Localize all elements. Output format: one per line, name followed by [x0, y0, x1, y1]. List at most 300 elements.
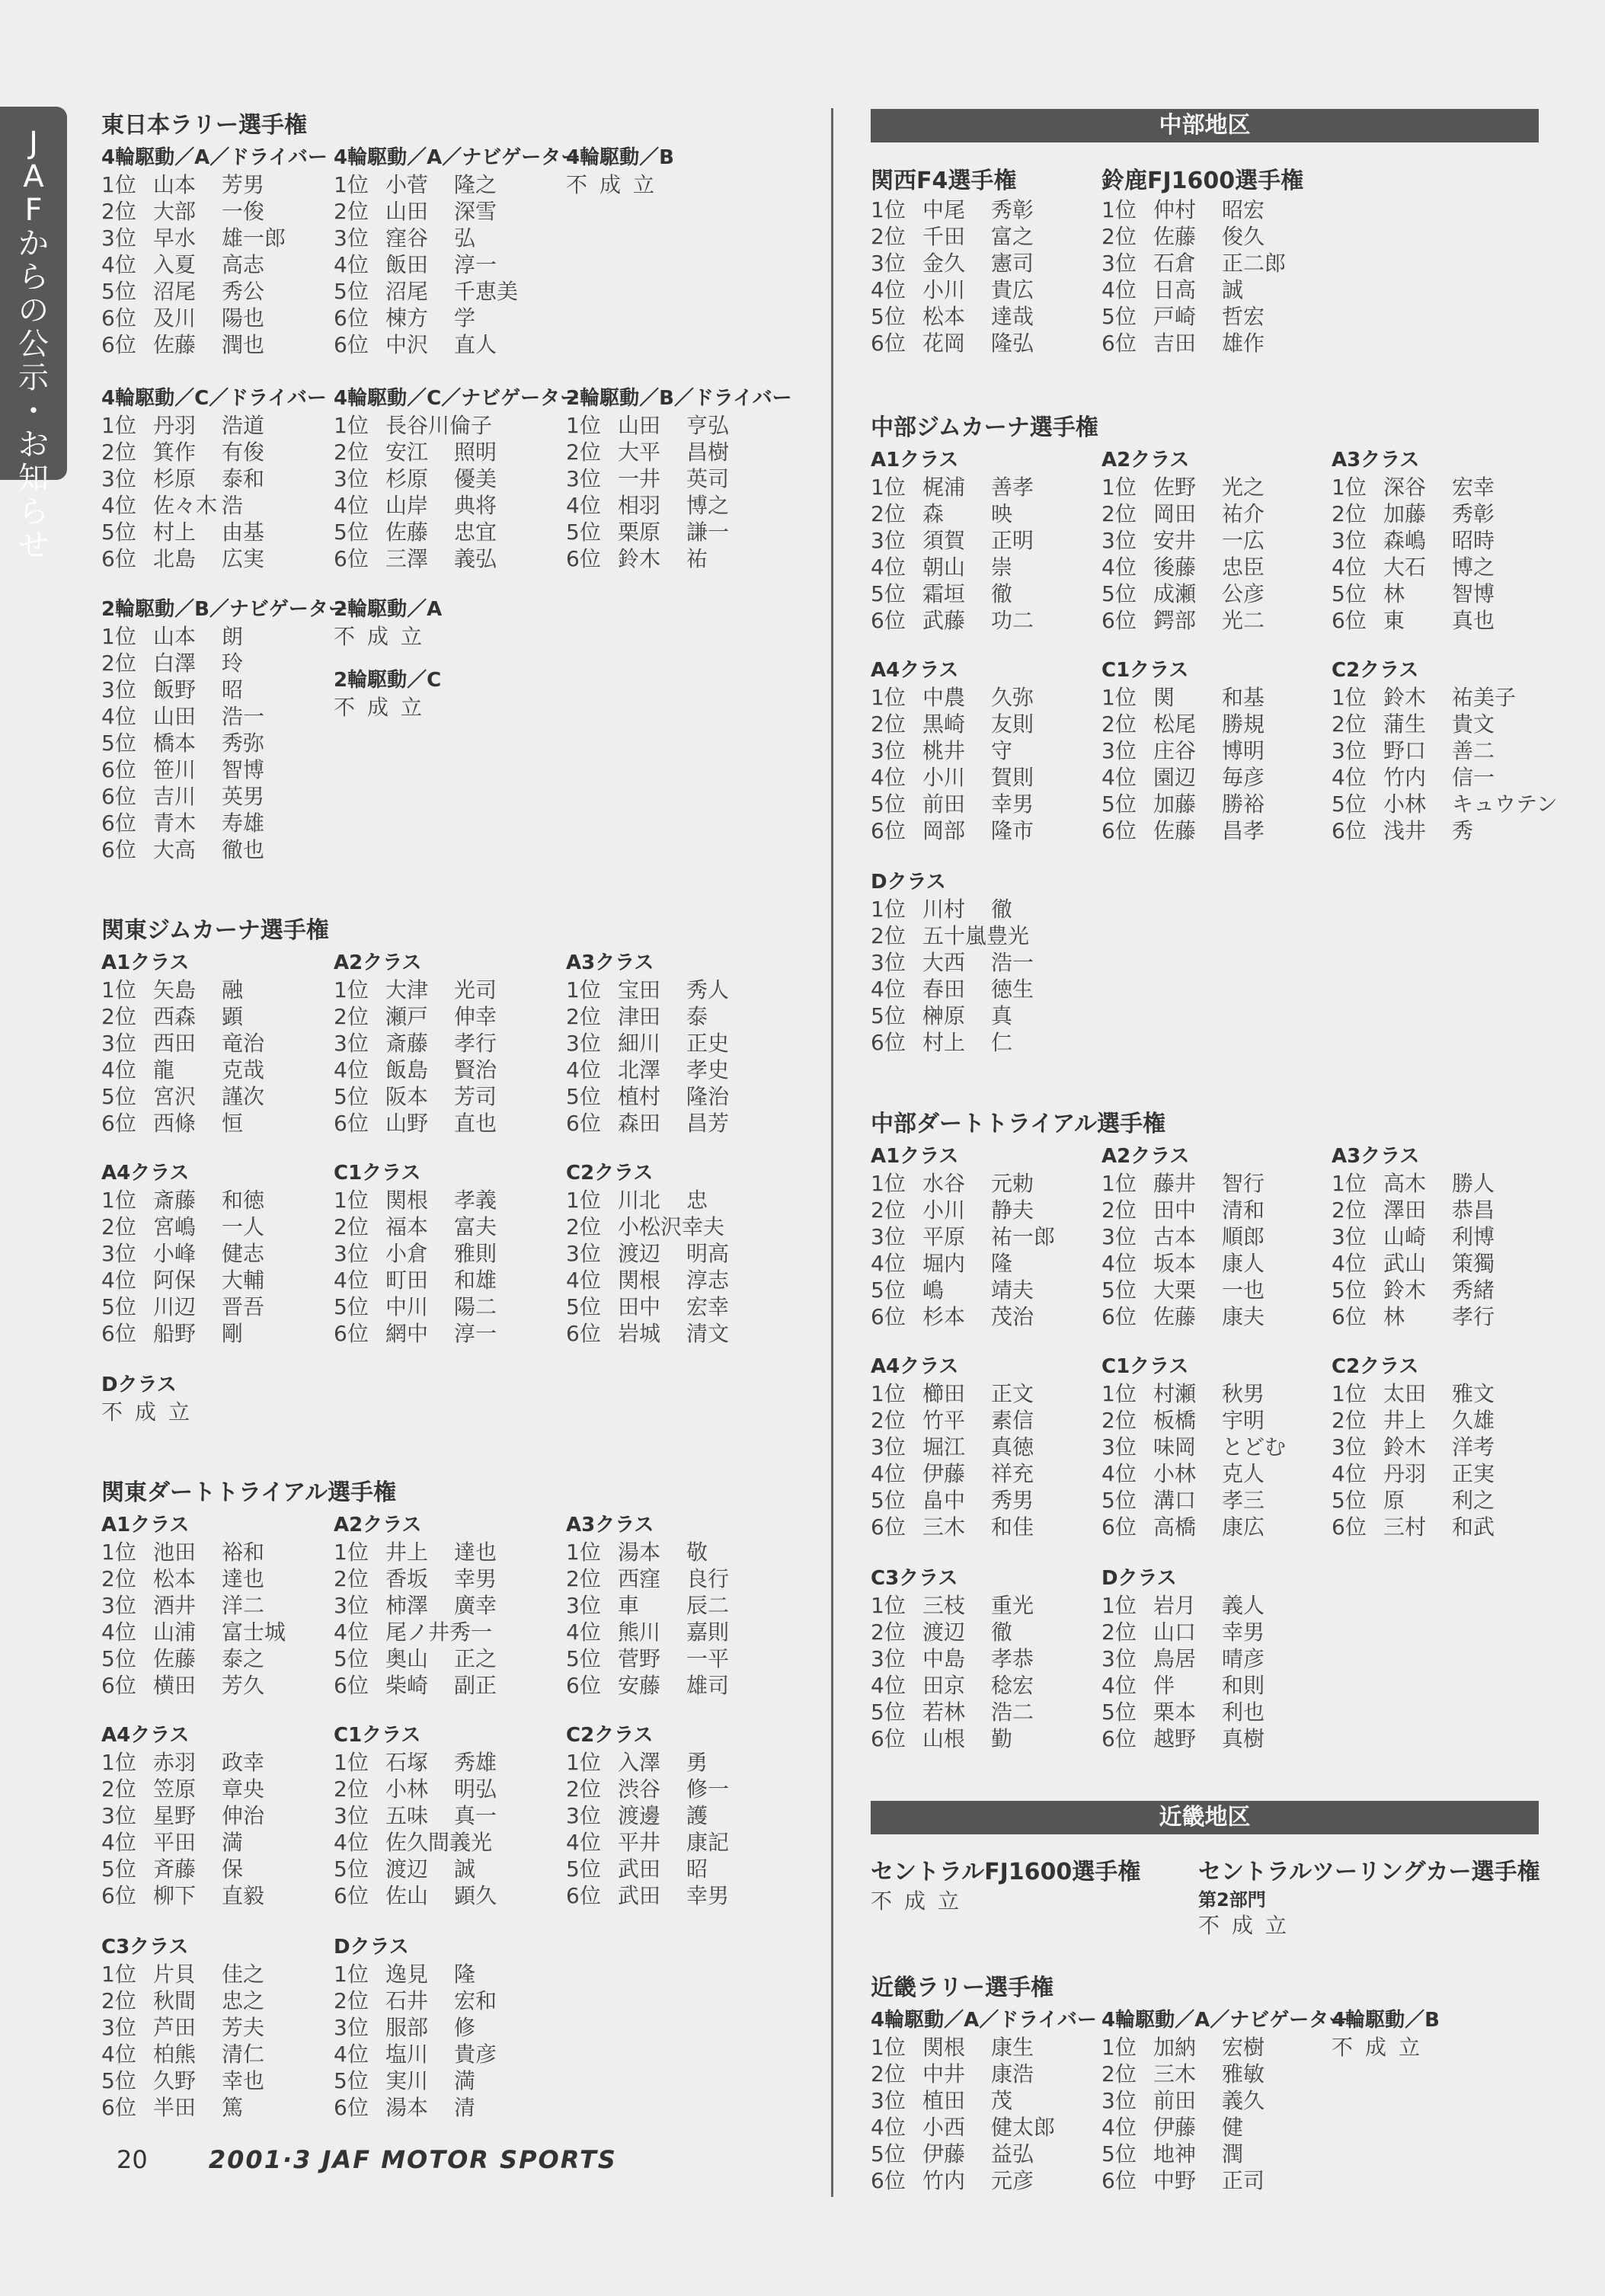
result-row — [1332, 1277, 1560, 1303]
rank: 6位 — [871, 331, 906, 356]
surname: 山本 — [153, 624, 197, 649]
rank: 3位 — [1101, 528, 1137, 553]
results-section — [871, 1973, 1539, 2193]
given-name: 孝恭 — [991, 1646, 1034, 1671]
surname: 鈴木 — [1383, 685, 1427, 710]
result-row — [101, 1267, 330, 1293]
rank: 4位 — [101, 493, 136, 518]
class-heading: 4輪駆動／C／ドライバー — [101, 387, 327, 410]
given-name: 宏幸 — [686, 1294, 730, 1319]
surname: 細川 — [618, 1031, 661, 1056]
side-tab-char: 知 — [18, 461, 49, 496]
given-name: 秀緒 — [1452, 1278, 1495, 1303]
rank: 5位 — [101, 1084, 136, 1109]
rank: 2位 — [334, 1566, 369, 1591]
given-name: 芳司 — [454, 1084, 497, 1109]
surname: 笠原 — [153, 1776, 197, 1802]
rank: 1位 — [101, 1540, 136, 1565]
rank: 3位 — [334, 2015, 369, 2040]
surname: 東 — [1383, 608, 1405, 633]
given-name: 孝史 — [686, 1057, 730, 1082]
rank: 5位 — [334, 2068, 369, 2093]
surname: 秋間 — [153, 1988, 197, 2013]
rank: 6位 — [334, 1321, 369, 1346]
given-name: 賢治 — [454, 1057, 497, 1082]
rank: 2位 — [1101, 1408, 1137, 1433]
result-row — [334, 1672, 562, 1699]
rank: 4位 — [871, 277, 906, 302]
rank: 6位 — [101, 1673, 136, 1698]
given-name: 茂 — [991, 2088, 1013, 2113]
surname: 斉藤 — [153, 1856, 197, 1882]
class-group — [334, 1159, 562, 1347]
result-row — [871, 1725, 1099, 1752]
surname: 田中 — [618, 1294, 661, 1319]
rank: 3位 — [101, 1593, 136, 1618]
rank: 6位 — [566, 1673, 601, 1698]
given-name: 一人 — [222, 1214, 265, 1239]
result-row — [566, 1802, 795, 1829]
rank: 2位 — [1101, 224, 1137, 249]
rank: 5位 — [566, 1294, 601, 1319]
class-group — [1101, 1565, 1330, 1752]
given-name: 泰 — [686, 1004, 708, 1029]
rank: 4位 — [101, 704, 136, 729]
rank: 1位 — [334, 977, 369, 1003]
class-heading: 2輪駆動／C — [334, 669, 442, 692]
given-name: 陽二 — [454, 1294, 497, 1319]
given-name: 康浩 — [991, 2061, 1034, 2087]
class-group — [101, 385, 330, 572]
section-title: 中部ダートトライアル選手権 — [871, 1111, 1165, 1137]
result-row — [334, 1240, 562, 1267]
surname: 阪本 — [385, 1084, 429, 1109]
rank: 1位 — [334, 172, 369, 197]
surname: 大西 — [922, 950, 966, 975]
class-heading: A3クラス — [566, 951, 654, 974]
given-name: 一俊 — [222, 199, 265, 224]
result-row — [871, 1592, 1099, 1619]
class-heading: A4クラス — [871, 659, 959, 682]
result-row — [566, 1293, 795, 1320]
result-row — [1101, 2087, 1330, 2114]
given-name: 克哉 — [222, 1057, 265, 1082]
given-name: 泰和 — [222, 466, 265, 491]
given-name: 健太郎 — [991, 2115, 1056, 2140]
class-group — [334, 385, 580, 572]
rank: 2位 — [1101, 1620, 1137, 1645]
result-row — [334, 278, 562, 305]
class-heading: Dクラス — [101, 1373, 177, 1396]
surname: 深谷 — [1383, 475, 1427, 500]
rank: 3位 — [1101, 1224, 1137, 1249]
rank: 4位 — [334, 1057, 369, 1082]
rank: 4位 — [1332, 1461, 1367, 1486]
result-row — [334, 2094, 562, 2121]
result-row — [1101, 817, 1330, 844]
surname: 宝田 — [618, 977, 661, 1003]
results-section — [101, 1478, 810, 1698]
given-name: 一也 — [1222, 1278, 1265, 1303]
result-row — [101, 439, 330, 465]
given-name: 博之 — [686, 493, 730, 518]
rank: 1位 — [871, 1381, 906, 1406]
surname: 原 — [1383, 1488, 1405, 1513]
given-name: 貴広 — [991, 277, 1034, 302]
given-name: 正実 — [1452, 1461, 1495, 1486]
result-row — [871, 1514, 1099, 1540]
given-name: 静夫 — [991, 1198, 1034, 1223]
rank: 5位 — [871, 1003, 906, 1028]
surname: 高木 — [1383, 1171, 1427, 1196]
given-name: 恭昌 — [1452, 1198, 1495, 1223]
result-row — [871, 684, 1099, 711]
surname: 梶浦 — [922, 475, 966, 500]
given-name: 憲司 — [991, 251, 1034, 276]
rank: 5位 — [871, 304, 906, 329]
class-heading: A4クラス — [101, 1162, 190, 1185]
surname: 平井 — [618, 1830, 661, 1855]
not-established-note: 不成立 — [1332, 2035, 1433, 2060]
surname: 酒井 — [153, 1593, 197, 1618]
given-name: 朗 — [222, 624, 244, 649]
result-row — [871, 554, 1099, 580]
given-name: 顕久 — [454, 1883, 497, 1908]
given-name: 恒 — [222, 1111, 244, 1136]
rank: 1位 — [1101, 475, 1137, 500]
class-group — [334, 1511, 562, 1699]
given-name: 健 — [1222, 2115, 1244, 2140]
result-row — [334, 439, 562, 465]
rank: 1位 — [101, 624, 136, 649]
given-name: 正之 — [454, 1646, 497, 1671]
result-row — [871, 949, 1099, 976]
surname: 鍔部 — [1153, 608, 1197, 633]
class-group — [1101, 446, 1330, 634]
rank: 4位 — [871, 1673, 906, 1698]
rank: 6位 — [101, 811, 136, 836]
rank: 4位 — [1332, 1251, 1367, 1276]
rank: 4位 — [101, 1057, 136, 1082]
rank: 1位 — [871, 197, 906, 222]
given-name: 正二郎 — [1222, 251, 1287, 276]
class-group — [1101, 2007, 1349, 2194]
rank: 4位 — [871, 1251, 906, 1276]
rank: 1位 — [101, 1750, 136, 1775]
result-row — [1332, 607, 1560, 634]
rank: 5位 — [871, 2141, 906, 2166]
rank: 5位 — [101, 731, 136, 756]
given-name: 洋考 — [1452, 1434, 1495, 1460]
surname: 桃井 — [922, 738, 966, 763]
given-name: 昭時 — [1452, 528, 1495, 553]
surname: 星野 — [153, 1803, 197, 1828]
class-heading: A2クラス — [334, 1514, 422, 1537]
result-row — [871, 737, 1099, 764]
surname: 山野 — [385, 1111, 429, 1136]
given-name: 剛 — [222, 1321, 244, 1346]
result-row — [566, 412, 795, 439]
surname: 堀内 — [922, 1251, 966, 1276]
class-group — [1332, 1353, 1560, 1540]
result-row — [101, 251, 330, 278]
given-name: 雄一郎 — [222, 225, 286, 251]
surname: 山田 — [618, 413, 661, 438]
surname: 鈴木 — [618, 546, 661, 571]
surname: 村瀬 — [1153, 1381, 1197, 1406]
given-name: 哲宏 — [1222, 304, 1265, 329]
given-name: 茂治 — [991, 1304, 1034, 1329]
result-row — [871, 474, 1099, 500]
rank: 6位 — [101, 1111, 136, 1136]
result-row — [1101, 1380, 1330, 1407]
surname: 丹羽 — [153, 413, 197, 438]
result-row — [566, 1240, 795, 1267]
result-row — [101, 977, 330, 1003]
given-name: 秀 — [1452, 818, 1474, 843]
surname: 服部 — [385, 2015, 429, 2040]
rank: 1位 — [1332, 1171, 1367, 1196]
class-heading: 4輪駆動／B — [1332, 2009, 1440, 2032]
result-row — [334, 1267, 562, 1293]
result-row — [566, 1539, 795, 1565]
given-name: 益弘 — [991, 2141, 1034, 2166]
given-name: 久弥 — [991, 685, 1034, 710]
surname: 伊藤 — [1153, 2115, 1197, 2140]
result-row — [1101, 791, 1330, 817]
given-name: 良行 — [686, 1566, 730, 1591]
sub-heading: 第2部門 — [1198, 1889, 1266, 1911]
surname: 朝山 — [922, 555, 966, 580]
given-name: 誠 — [1222, 277, 1244, 302]
class-heading: C2クラス — [566, 1162, 654, 1185]
surname: 中農 — [922, 685, 966, 710]
given-name: 竜治 — [222, 1031, 265, 1056]
surname: 渡辺 — [618, 1241, 661, 1266]
result-row — [871, 1003, 1099, 1029]
given-name: 和徳 — [222, 1188, 265, 1213]
given-name: 英司 — [686, 466, 730, 491]
given-name: 靖夫 — [991, 1278, 1034, 1303]
rank: 1位 — [871, 1593, 906, 1618]
given-name: 廣幸 — [454, 1593, 497, 1618]
surname: 植田 — [922, 2088, 966, 2113]
rank: 3位 — [101, 1031, 136, 1056]
class-heading: A1クラス — [871, 1145, 959, 1168]
result-row — [871, 1277, 1099, 1303]
given-name: 由基 — [222, 520, 265, 545]
given-name: 富士城 — [222, 1620, 286, 1645]
rank: 3位 — [334, 1031, 369, 1056]
rank: 6位 — [101, 546, 136, 571]
class-heading: C1クラス — [1101, 1355, 1189, 1378]
class-group — [566, 144, 795, 198]
given-name: 忠臣 — [1222, 555, 1265, 580]
rank: 4位 — [566, 1830, 601, 1855]
result-row — [1101, 2167, 1330, 2194]
given-name: 玲 — [222, 651, 244, 676]
result-row — [1101, 1460, 1330, 1487]
surname: 安藤 — [618, 1673, 661, 1698]
result-row — [871, 1303, 1099, 1330]
given-name: 博之 — [1452, 555, 1495, 580]
rank: 4位 — [871, 977, 906, 1002]
surname: 飯野 — [153, 677, 197, 702]
surname: 蒲生 — [1383, 712, 1427, 737]
surname: 武田 — [618, 1856, 661, 1882]
rank: 2位 — [1332, 501, 1367, 526]
given-name: 孝行 — [454, 1031, 497, 1056]
surname: 関根 — [922, 2035, 966, 2060]
rank: 6位 — [871, 1514, 906, 1540]
result-row — [566, 1776, 795, 1802]
rank: 3位 — [101, 1241, 136, 1266]
surname: 小川 — [922, 277, 966, 302]
given-name: 雄司 — [686, 1673, 730, 1698]
rank: 3位 — [101, 677, 136, 702]
result-row — [101, 676, 330, 703]
given-name: 健志 — [222, 1241, 265, 1266]
surname: 長谷川倫子 — [385, 413, 493, 438]
result-row — [566, 1749, 795, 1776]
result-row — [101, 1293, 330, 1320]
rank: 3位 — [1101, 1646, 1137, 1671]
result-row — [871, 2141, 1099, 2167]
result-row — [871, 607, 1099, 634]
rank: 4位 — [334, 252, 369, 277]
side-tab-char: 公 — [18, 327, 49, 362]
region-bar: 中部地区 — [871, 109, 1539, 142]
section-title: 関東ジムカーナ選手権 — [101, 917, 329, 944]
given-name: 淳一 — [454, 252, 497, 277]
surname: 瀬戸 — [385, 1004, 429, 1029]
result-row — [566, 1003, 795, 1030]
surname: 榊原 — [922, 1003, 966, 1028]
rank: 2位 — [871, 712, 906, 737]
not-established-note: 不成立 — [566, 172, 667, 197]
surname: 田中 — [1153, 1198, 1197, 1223]
given-name: 真 — [991, 1003, 1013, 1028]
rank: 3位 — [566, 1031, 601, 1056]
result-row — [101, 730, 330, 756]
given-name: 賀則 — [991, 765, 1034, 790]
result-row — [1332, 737, 1560, 764]
surname: 井上 — [1383, 1408, 1427, 1433]
rank: 2位 — [101, 440, 136, 465]
surname: 小林 — [385, 1776, 429, 1802]
surname: 山根 — [922, 1726, 966, 1751]
given-name: 祐美子 — [1452, 685, 1517, 710]
result-row — [1332, 1407, 1560, 1434]
rank: 3位 — [871, 251, 906, 276]
surname: 小西 — [922, 2115, 966, 2140]
rank: 1位 — [1332, 475, 1367, 500]
given-name: 隆 — [991, 1251, 1013, 1276]
rank: 1位 — [1101, 1381, 1137, 1406]
rank: 4位 — [1101, 555, 1137, 580]
class-heading: Dクラス — [1101, 1567, 1177, 1590]
surname: 山浦 — [153, 1620, 197, 1645]
rank: 6位 — [101, 784, 136, 809]
rank: 1位 — [334, 1962, 369, 1987]
rank: 1位 — [1332, 685, 1367, 710]
rank: 3位 — [1332, 1224, 1367, 1249]
surname: 白澤 — [153, 651, 197, 676]
given-name: 崇 — [991, 555, 1013, 580]
rank: 4位 — [566, 1268, 601, 1293]
rank: 5位 — [334, 1084, 369, 1109]
surname: 安井 — [1153, 528, 1197, 553]
rank: 1位 — [101, 172, 136, 197]
rank: 5位 — [334, 520, 369, 545]
result-row — [1332, 554, 1560, 580]
result-row — [1332, 1223, 1560, 1250]
side-tab-char: か — [18, 226, 49, 261]
given-name: 正史 — [686, 1031, 730, 1056]
surname: 青木 — [153, 811, 197, 836]
surname: 佐久間義光 — [385, 1830, 493, 1855]
rank: 3位 — [1332, 738, 1367, 763]
given-name: 典将 — [454, 493, 497, 518]
surname: 松尾 — [1153, 712, 1197, 737]
result-row — [1101, 1250, 1330, 1277]
result-row — [871, 1170, 1099, 1197]
given-name: 宏幸 — [1452, 475, 1495, 500]
result-row — [101, 1539, 330, 1565]
given-name: 秀弥 — [222, 731, 265, 756]
rank: 5位 — [566, 1646, 601, 1671]
result-row — [101, 465, 330, 492]
given-name: 康夫 — [1222, 1304, 1265, 1329]
rank: 4位 — [101, 1268, 136, 1293]
result-row — [871, 1645, 1099, 1672]
rank: 4位 — [566, 1620, 601, 1645]
result-row — [871, 2114, 1099, 2141]
surname: 逸見 — [385, 1962, 429, 1987]
result-row — [1332, 817, 1560, 844]
given-name: 章央 — [222, 1776, 265, 1802]
rank: 1位 — [1101, 685, 1137, 710]
given-name: 泰之 — [222, 1646, 265, 1671]
result-row — [566, 1672, 795, 1699]
result-row — [101, 278, 330, 305]
given-name: 康広 — [1222, 1514, 1265, 1540]
result-row — [871, 527, 1099, 554]
result-row — [566, 1856, 795, 1882]
rank: 2位 — [334, 1988, 369, 2013]
class-heading: A3クラス — [566, 1514, 654, 1537]
surname: 湯本 — [385, 2095, 429, 2120]
surname: 相羽 — [618, 493, 661, 518]
result-row — [1101, 554, 1330, 580]
surname: 日高 — [1153, 277, 1197, 302]
rank: 6位 — [871, 608, 906, 633]
given-name: 清仁 — [222, 2042, 265, 2067]
given-name: 貴彦 — [454, 2042, 497, 2067]
surname: 武藤 — [922, 608, 966, 633]
surname: 春田 — [922, 977, 966, 1002]
given-name: 昌孝 — [1222, 818, 1265, 843]
surname: 古本 — [1153, 1224, 1197, 1249]
class-group — [334, 1933, 562, 2121]
class-group — [101, 1933, 330, 2121]
rank: 1位 — [101, 977, 136, 1003]
result-row — [101, 225, 330, 251]
result-row — [871, 2061, 1099, 2087]
class-heading: 4輪駆動／A／ドライバー — [101, 146, 328, 169]
surname: 柳下 — [153, 1883, 197, 1908]
rank: 6位 — [1332, 608, 1367, 633]
